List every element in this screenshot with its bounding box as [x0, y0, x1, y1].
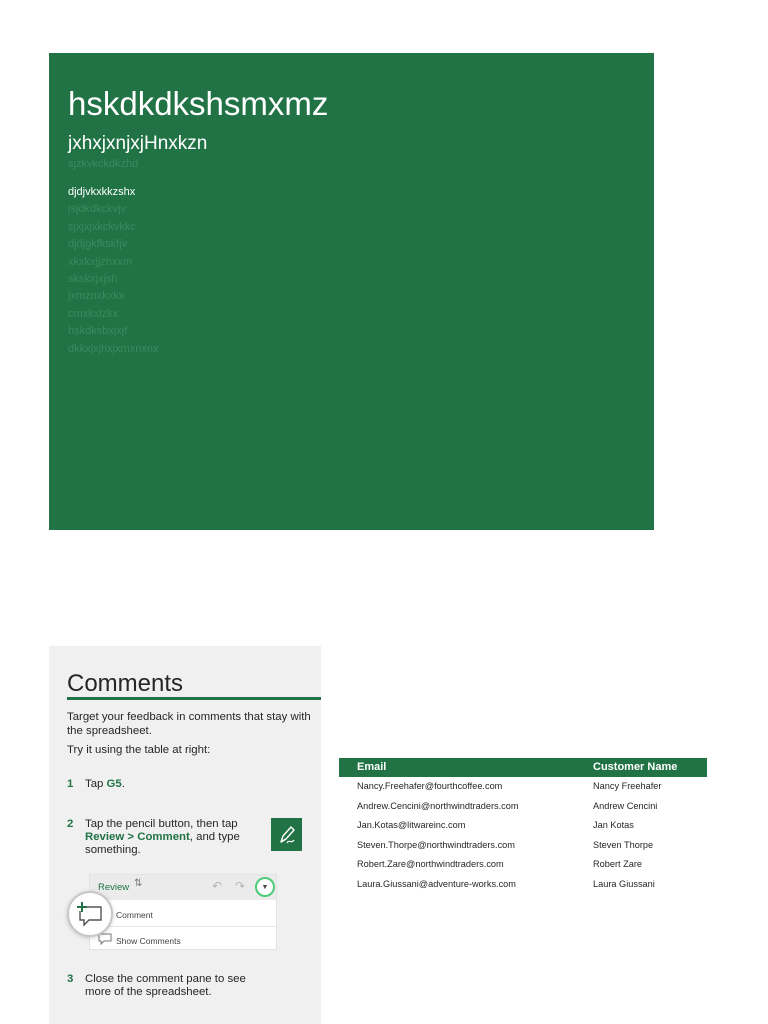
table-row: [339, 797, 707, 817]
step-text: [85, 818, 255, 857]
banner-list-item[interactable]: djdjvkxkkzshx: [68, 186, 136, 198]
step-text-part: , and type something.: [85, 831, 240, 856]
pencil-button[interactable]: [271, 818, 302, 851]
step-number: 1: [67, 778, 74, 790]
banner-list-item[interactable]: hskdksbxjxjf: [68, 325, 128, 338]
email-cell[interactable]: Robert.Zare@northwindtraders.com: [357, 859, 504, 869]
undo-icon[interactable]: ↶: [212, 879, 223, 893]
menu-divider: [90, 926, 276, 927]
banner-list-item[interactable]: cmxkxlzkx: [68, 307, 119, 320]
email-cell[interactable]: Nancy.Freehafer@fourthcoffee.com: [357, 781, 503, 791]
step-text: [85, 778, 125, 791]
banner-list-item[interactable]: dkkxjxjhxjxmxnxnx: [68, 342, 159, 355]
step-number: 3: [67, 973, 74, 985]
banner-list-item[interactable]: skskxjxjsh: [68, 272, 118, 285]
customer-name-cell[interactable]: Robert Zare: [593, 859, 643, 869]
comment-keyword: Comment: [137, 831, 190, 843]
pen-icon: [277, 824, 297, 846]
banner-list-item[interactable]: xkxkxjjzhxxm: [68, 255, 133, 268]
step-text: Close the comment pane to see more of the spreadsheet.: [85, 973, 246, 998]
banner-list-item[interactable]: djdjgkfkskfjv: [68, 238, 128, 251]
comment-add-icon: [67, 891, 113, 937]
email-cell[interactable]: Steven.Thorpe@northwindtraders.com: [357, 839, 515, 850]
comments-icon: [98, 933, 112, 945]
menu-separator: >: [124, 831, 138, 843]
column-header-email[interactable]: Email: [357, 761, 387, 773]
more-icon[interactable]: ▼: [255, 877, 275, 897]
email-cell[interactable]: Jan.Kotas@litwareinc.com: [357, 820, 466, 830]
banner-list-item[interactable]: sjxjxjxkckvkkc: [68, 220, 136, 233]
table-header: [339, 758, 707, 777]
menu-item-show-comments[interactable]: Show Comments: [116, 936, 181, 946]
title-underline: [67, 697, 321, 700]
panel-intro: Target your feedback in comments that stay with the spreadsheet.: [67, 711, 311, 737]
customer-name-cell[interactable]: Nancy Freehafer: [593, 781, 662, 791]
column-header-customer-name[interactable]: Customer Name: [593, 761, 678, 773]
step-text-part: Tap: [85, 778, 107, 790]
table-row: [339, 777, 707, 797]
table-row: [339, 875, 707, 895]
table-row: [339, 855, 707, 875]
customer-name-cell[interactable]: Steven Thorpe: [593, 839, 654, 850]
green-banner: [49, 53, 654, 530]
step-3: [67, 973, 265, 999]
customer-table: [339, 758, 707, 894]
banner-title: hskdkdkshsmxmz: [68, 85, 329, 122]
customer-name-cell[interactable]: Jan Kotas: [593, 820, 634, 830]
panel-try-text: Try it using the table at right:: [67, 744, 211, 756]
comments-panel: [49, 646, 321, 1024]
customer-name-cell[interactable]: Laura Giussani: [593, 878, 655, 889]
table-row: [339, 836, 707, 856]
menu-item-comment[interactable]: Comment: [116, 910, 153, 920]
step-2: [67, 818, 255, 857]
redo-icon[interactable]: ↷: [235, 879, 246, 893]
panel-title: Comments: [67, 670, 184, 697]
review-keyword: Review: [85, 831, 125, 843]
cell-reference: G5: [106, 778, 122, 790]
chevron-updown-icon[interactable]: ⇅: [134, 878, 143, 889]
review-menu-mock: [89, 874, 277, 950]
step-number: 2: [67, 818, 74, 830]
step-text-part: Tap the pencil button, then tap: [85, 818, 238, 830]
banner-subtitle: jxhxjxnjxjHnxkzn: [68, 133, 208, 154]
customer-name-cell[interactable]: Andrew Cencini: [593, 800, 658, 811]
step-text-part: .: [121, 778, 125, 790]
banner-list-item[interactable]: jsjdkdkckvjv: [68, 203, 127, 216]
review-tab[interactable]: Review: [98, 882, 130, 893]
step-1: [67, 778, 125, 791]
table-row: [339, 816, 707, 836]
banner-dim-line: sjzkvkckdkzhd: [68, 158, 139, 170]
banner-list-item[interactable]: jxmznxkxkx: [68, 290, 125, 303]
banner-list: [68, 184, 158, 358]
email-cell[interactable]: Andrew.Cencini@northwindtraders.com: [357, 800, 519, 811]
email-cell[interactable]: Laura.Giussani@adventure-works.com: [357, 878, 516, 889]
